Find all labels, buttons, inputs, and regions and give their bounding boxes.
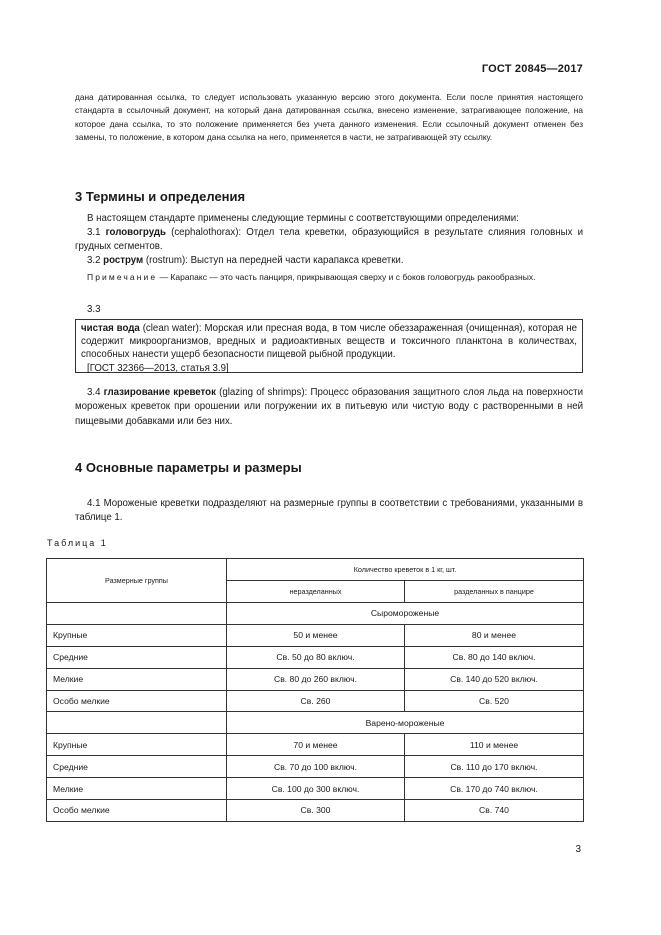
cell-whole: Св. 260 — [227, 690, 405, 712]
note — [75, 270, 583, 284]
term-3-3-number: 3.3 — [87, 304, 101, 315]
cell-group: Мелкие — [47, 668, 227, 690]
header-size-groups: Размерные группы — [47, 559, 227, 603]
size-groups-table — [46, 558, 584, 822]
term-name: головогрудь — [105, 227, 166, 238]
section-3-title: 3 Термины и определения — [75, 189, 246, 204]
cell-group: Мелкие — [47, 778, 227, 800]
empty-cell — [47, 603, 227, 625]
term-number: 3.2 — [87, 255, 101, 266]
cell-whole: Св. 80 до 260 включ. — [227, 668, 405, 690]
section-raw-frozen: Сыромороженые — [227, 603, 584, 625]
cell-group: Крупные — [47, 734, 227, 756]
table-row — [47, 668, 584, 690]
term-number: 3.4 — [87, 387, 101, 398]
section-4-title: 4 Основные параметры и размеры — [75, 460, 302, 475]
table-row — [47, 690, 584, 712]
section-boiled-frozen: Варено-мороженые — [227, 712, 584, 734]
cell-group: Средние — [47, 756, 227, 778]
document-code: ГОСТ 20845—2017 — [481, 63, 583, 75]
table-row — [47, 646, 584, 668]
table-row — [47, 800, 584, 822]
empty-cell — [47, 712, 227, 734]
note-text: — Карапакс — это часть панциря, прикрывающая сверху и с боков головогрудь ракообразных. — [157, 272, 536, 282]
cell-shell: 110 и менее — [405, 734, 584, 756]
cell-whole: Св. 50 до 80 включ. — [227, 646, 405, 668]
table-row — [47, 778, 584, 800]
header-whole: неразделанных — [227, 581, 405, 603]
table-row — [47, 734, 584, 756]
cell-group: Средние — [47, 646, 227, 668]
term-definition: (cephalothorax): Отдел тела креветки, образующийся в результате слияния головных и грудных сегментов. — [75, 227, 583, 253]
cell-group: Особо мелкие — [47, 800, 227, 822]
cell-whole: Св. 70 до 100 включ. — [227, 756, 405, 778]
term-name: глазирование креветок — [103, 387, 216, 398]
term-3-1 — [75, 226, 583, 255]
cell-shell: Св. 740 — [405, 800, 584, 822]
page-number: 3 — [575, 844, 581, 855]
term-definition: (clean water): Морская или пресная вода, в том числе обеззараженная (очищенная), которая не содержит микроорганизмов, вредных и радиоактивных веществ и токсичного планктона в количествах, способных нанести ущерб безопасности пищевой рыбной продукции. — [81, 323, 577, 361]
cell-whole: 70 и менее — [227, 734, 405, 756]
table-caption: Таблица 1 — [47, 538, 108, 548]
term-number: 3.1 — [87, 227, 101, 238]
term-definition: (glazing of shrimps): Процесс образования защитного слоя льда на поверхности мороженых креветок при орошении или погружении их в питьевую или чистую воду с растворенными в ней пищевыми добавками или без них. — [75, 387, 583, 427]
term-name: рострум — [103, 255, 144, 266]
note-label: Примечание — [87, 272, 158, 282]
cell-whole: 50 и менее — [227, 624, 405, 646]
cell-shell: Св. 80 до 140 включ. — [405, 646, 584, 668]
cell-shell: Св. 110 до 170 включ. — [405, 756, 584, 778]
cell-group: Особо мелкие — [47, 690, 227, 712]
term-reference: [ГОСТ 32366—2013, статья 3.9] — [87, 362, 229, 374]
header-quantity: Количество креветок в 1 кг, шт. — [227, 559, 584, 581]
table-row — [47, 624, 584, 646]
term-definition: (rostrum): Выступ на передней части карапакса креветки. — [143, 255, 404, 266]
header-shell: разделанных в панцире — [405, 581, 584, 603]
term-name: чистая вода — [81, 323, 140, 334]
term-3-3-box — [75, 319, 583, 373]
term-3-4 — [75, 386, 583, 429]
cell-whole: Св. 100 до 300 включ. — [227, 778, 405, 800]
cell-shell: Св. 140 до 520 включ. — [405, 668, 584, 690]
intro-paragraph: дана датированная ссылка, то следует использовать указанную версию этого документа. Если после принятия настоящего стандарта в ссылочный документ, на который дана датированная ссылка, внесено изменение, затрагивающее положение, на которое дана ссылка, то это положение применяется без учета данного изменения. Если ссылочный документ отменен без замены, то положение, в котором дана ссылка на него, применяется в части, не затрагивающей эту ссылку. — [75, 92, 583, 143]
cell-shell: Св. 520 — [405, 690, 584, 712]
cell-shell: 80 и менее — [405, 624, 584, 646]
cell-whole: Св. 300 — [227, 800, 405, 822]
term-3-2 — [75, 254, 583, 268]
cell-shell: Св. 170 до 740 включ. — [405, 778, 584, 800]
section-4-paragraph: 4.1 Мороженые креветки подразделяют на размерные группы в соответствии с требованиями, указанными в таблице 1. — [75, 498, 583, 524]
section-3-lead: В настоящем стандарте применены следующие термины с соответствующими определениями: — [87, 213, 519, 224]
table-row — [47, 756, 584, 778]
cell-group: Крупные — [47, 624, 227, 646]
